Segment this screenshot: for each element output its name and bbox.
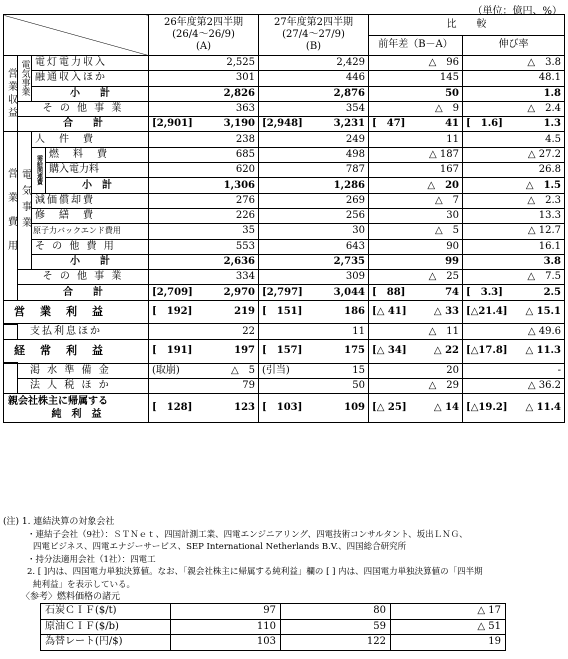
cell-growth: △ 2.3: [463, 193, 565, 208]
cell-b: 269: [259, 193, 369, 208]
table-row: [4, 239, 565, 254]
cell-diff: △ 5: [369, 224, 463, 239]
cell-a: 3,190: [223, 118, 255, 130]
header-col-b: 27年度第2四半期 (27/4～27/9) (B): [259, 15, 369, 56]
cell-a: 1,306: [149, 178, 259, 193]
table-row: [4, 132, 565, 147]
cell-diff-single: [ 88]: [372, 286, 406, 298]
row-label: 原子力バックエンド費用: [32, 224, 149, 239]
cell-diff: 50: [369, 86, 463, 101]
cell-b-single: [ 151]: [262, 306, 303, 317]
row-label: 経 常 利 益: [4, 340, 149, 364]
cell-a: 226: [149, 208, 259, 223]
cell-diff: △ 7: [369, 193, 463, 208]
cell-growth-single: [△17.8]: [466, 345, 508, 357]
cell-growth: -: [463, 363, 565, 378]
unit-label: （単位：億円、%）: [472, 6, 562, 17]
cell-b-note: (引当): [262, 364, 290, 376]
ref-row: [41, 619, 506, 635]
ref-diff: △ 51: [391, 619, 506, 635]
ref-diff: 19: [391, 635, 506, 651]
cell-diff: △ 11: [369, 324, 463, 340]
cell-diff: △ 14: [433, 402, 459, 414]
ref-b: 80: [281, 604, 391, 620]
row-label: 法 人 税 ほ か: [18, 378, 149, 393]
group-electric-2: 電気事業: [18, 132, 32, 270]
table-row: [4, 163, 565, 178]
cell-a: 2,826: [149, 86, 259, 101]
cell-growth: 3.8: [463, 254, 565, 269]
cell-growth: 2.5: [543, 286, 561, 298]
table-row: [4, 208, 565, 223]
row-label: 修 繕 費: [32, 208, 149, 223]
cell-a: 79: [149, 378, 259, 393]
cell-diff: 145: [369, 71, 463, 86]
cell-growth: △ 36.2: [463, 378, 565, 393]
cell-b: 175: [344, 345, 365, 357]
row-label: 小 計: [46, 178, 149, 193]
cell-b: 3,044: [333, 286, 365, 298]
ref-a: 103: [171, 635, 281, 651]
table-row: [4, 101, 565, 116]
cell-diff: 167: [369, 163, 463, 178]
row-label: 購入電力料: [46, 163, 149, 178]
ref-label: 原油ＣＩＦ($/b): [41, 619, 171, 635]
cell-growth: 13.3: [463, 208, 565, 223]
cell-a: 620: [149, 163, 259, 178]
cell-b: 249: [259, 132, 369, 147]
header-col-a: 26年度第2四半期 (26/4～26/9) (A): [149, 15, 259, 56]
cell-b: 11: [259, 324, 369, 340]
cell-diff-single: [△ 41]: [372, 306, 407, 317]
table-row: [4, 147, 565, 162]
row-label: そ の 他 事 業: [18, 270, 149, 285]
row-label: 合 計: [18, 285, 149, 300]
row-label: 営 業 利 益: [4, 300, 149, 324]
cell-diff-single: [ 47]: [372, 118, 406, 130]
fuel-price-table: [40, 603, 506, 651]
ref-label: 為替レート(円/$): [41, 635, 171, 651]
cell-diff: 90: [369, 239, 463, 254]
cell-diff: △ 20: [369, 178, 463, 193]
header-row-1: [4, 15, 565, 36]
ref-diff: △ 17: [391, 604, 506, 620]
cell-diff: △ 22: [433, 345, 459, 357]
header-corner: [4, 15, 149, 56]
table-row-net-income: [4, 394, 565, 423]
cell-growth: △ 11.3: [525, 345, 561, 357]
cell-growth: △ 27.2: [463, 147, 565, 162]
table-row: [4, 56, 565, 71]
cell-b: 787: [259, 163, 369, 178]
row-label: 電灯電力収入: [32, 56, 149, 71]
cell-b: 186: [344, 306, 365, 317]
cell-growth: △ 11.4: [525, 402, 561, 414]
ref-label: 石炭ＣＩＦ($/t): [41, 604, 171, 620]
cell-diff-single: [△ 25]: [372, 402, 407, 414]
table-row-operating-profit: [4, 300, 565, 324]
cell-a: △ 5: [230, 364, 255, 376]
table-row: [4, 193, 565, 208]
row-label: 支払利息ほか: [18, 324, 149, 340]
note-equity-method: ・持分法適用会社（1社）：四電工: [27, 554, 156, 565]
cell-growth: △ 49.6: [463, 324, 565, 340]
cell-growth-single: [△19.2]: [466, 402, 508, 414]
row-label: 減価償却費: [32, 193, 149, 208]
cell-diff: △ 96: [369, 56, 463, 71]
cell-a: 219: [234, 306, 255, 317]
cell-growth: 48.1: [463, 71, 565, 86]
row-label: 親会社株主に帰属する 純 利 益: [4, 394, 149, 423]
ref-a: 110: [171, 619, 281, 635]
cell-b: 2,735: [259, 254, 369, 269]
row-label: 燃 料 費: [46, 147, 149, 162]
row-label: 小 計: [32, 254, 149, 269]
table-row: [4, 224, 565, 239]
cell-b: 256: [259, 208, 369, 223]
cell-diff: 11: [369, 132, 463, 147]
cell-b: 3,231: [333, 118, 365, 130]
cell-b: 30: [259, 224, 369, 239]
table-row: [4, 254, 565, 269]
cell-b: 2,876: [259, 86, 369, 101]
cell-b: 109: [344, 402, 365, 414]
cell-b-single: [2,948]: [262, 118, 303, 130]
cell-a: 334: [149, 270, 259, 285]
spacer-cell: [4, 363, 18, 394]
cell-a: 301: [149, 71, 259, 86]
note-1: (注) 1. 連結決算の対象会社: [3, 517, 115, 527]
row-label: 渇 水 準 備 金: [18, 363, 149, 378]
cell-a: 123: [234, 402, 255, 414]
ref-b: 59: [281, 619, 391, 635]
cell-diff-single: [△ 34]: [372, 345, 407, 357]
cell-a-single: [ 128]: [152, 402, 193, 414]
table-row: [4, 71, 565, 86]
group-electric: 電気事業: [18, 56, 32, 102]
row-label: 融通収入ほか: [32, 71, 149, 86]
row-label: 合 計: [18, 117, 149, 132]
cell-growth: 1.8: [463, 86, 565, 101]
notes-section: [3, 516, 563, 604]
cell-growth: △ 1.5: [463, 178, 565, 193]
cell-growth-single: [ 1.6]: [466, 118, 503, 130]
cell-b: 309: [259, 270, 369, 285]
cell-diff: 99: [369, 254, 463, 269]
row-label: そ の 他 事 業: [18, 101, 149, 116]
cell-diff: △ 25: [369, 270, 463, 285]
header-growth: 伸び率: [463, 35, 565, 56]
reference-title: 〈参考〉燃料価格の諸元: [21, 592, 121, 602]
cell-a: 276: [149, 193, 259, 208]
cell-growth: 16.1: [463, 239, 565, 254]
cell-diff: △ 9: [369, 101, 463, 116]
cell-b: 498: [259, 147, 369, 162]
cell-b-single: [2,797]: [262, 286, 303, 298]
table-row: [4, 324, 565, 340]
cell-diff: 20: [369, 363, 463, 378]
ref-b: 122: [281, 635, 391, 651]
table-row-total: [4, 117, 565, 132]
cell-a: 685: [149, 147, 259, 162]
row-label: 人 件 費: [32, 132, 149, 147]
cell-b: 50: [259, 378, 369, 393]
cell-diff: △ 33: [433, 306, 459, 317]
cell-a-note: (取崩): [152, 364, 180, 376]
cell-diff: 30: [369, 208, 463, 223]
cell-a: 2,525: [149, 56, 259, 71]
cell-b: 354: [259, 101, 369, 116]
group-revenue: 営業収益: [4, 56, 18, 132]
ref-row: [41, 635, 506, 651]
cell-a: 363: [149, 101, 259, 116]
cell-a: 2,636: [149, 254, 259, 269]
cell-b-single: [ 103]: [262, 402, 303, 414]
cell-growth: 26.8: [463, 163, 565, 178]
cell-a: 553: [149, 239, 259, 254]
cell-growth: △ 3.8: [463, 56, 565, 71]
cell-growth: △ 2.4: [463, 101, 565, 116]
cell-growth: △ 15.1: [525, 306, 561, 317]
ref-a: 97: [171, 604, 281, 620]
table-row: [4, 378, 565, 393]
table-row: [4, 270, 565, 285]
note-2-cont: 純利益」を表示している。: [33, 579, 136, 590]
cell-b: 2,429: [259, 56, 369, 71]
cell-growth-single: [ 3.3]: [466, 286, 503, 298]
cell-a: 35: [149, 224, 259, 239]
table-row-ordinary-profit: [4, 340, 565, 364]
cell-diff: △ 187: [369, 147, 463, 162]
note-subsidiaries-cont: 四電ビジネス、四電エナジーサービス、SEP International Netherlands B.V.、四国総合研究所: [33, 542, 407, 552]
ref-row: [41, 604, 506, 620]
cell-growth: △ 7.5: [463, 270, 565, 285]
cell-a-single: [ 192]: [152, 306, 193, 317]
group-expense: 営業費用: [4, 132, 18, 300]
cell-a-single: [ 191]: [152, 345, 193, 357]
cell-diff: 41: [445, 118, 459, 130]
cell-b: 446: [259, 71, 369, 86]
cell-diff: △ 29: [369, 378, 463, 393]
header-compare: 比 較: [369, 15, 565, 36]
cell-a-single: [2,901]: [152, 118, 193, 130]
row-label: そ の 他 費 用: [32, 239, 149, 254]
header-diff: 前年差（B－A）: [369, 35, 463, 56]
table-row: [4, 363, 565, 378]
cell-growth: 1.3: [543, 118, 561, 130]
table-row: [4, 178, 565, 193]
cell-growth: 4.5: [463, 132, 565, 147]
cell-a: 197: [234, 345, 255, 357]
table-row-total: [4, 285, 565, 300]
cell-diff: 74: [445, 286, 459, 298]
cell-a: 2,970: [223, 286, 255, 298]
spacer-cell: [4, 324, 18, 340]
cell-b: 1,286: [259, 178, 369, 193]
cell-growth-single: [△21.4]: [466, 306, 508, 317]
cell-a-single: [2,709]: [152, 286, 193, 298]
cell-growth: △ 12.7: [463, 224, 565, 239]
note-2: 2. [ ]内は、四国電力単独決算値。なお、「親会社株主に帰属する純利益」欄の [ ] 内は、四国電力単独決算値の「四半期: [27, 567, 483, 577]
income-statement-table: [3, 14, 565, 423]
note-subsidiaries: ・連結子会社（9社）：ＳＴＮｅｔ、四国計測工業、四電エンジニアリング、四電技術コンサルタント、坂出ＬＮＧ、: [27, 529, 468, 540]
cell-a: 238: [149, 132, 259, 147]
table-row: [4, 86, 565, 101]
cell-b-single: [ 157]: [262, 345, 303, 357]
row-label: 小 計: [32, 86, 149, 101]
cell-a: 22: [149, 324, 259, 340]
cell-b: 643: [259, 239, 369, 254]
cell-b: 15: [352, 364, 365, 376]
group-main-expenses: 需給関連費: [32, 147, 46, 193]
